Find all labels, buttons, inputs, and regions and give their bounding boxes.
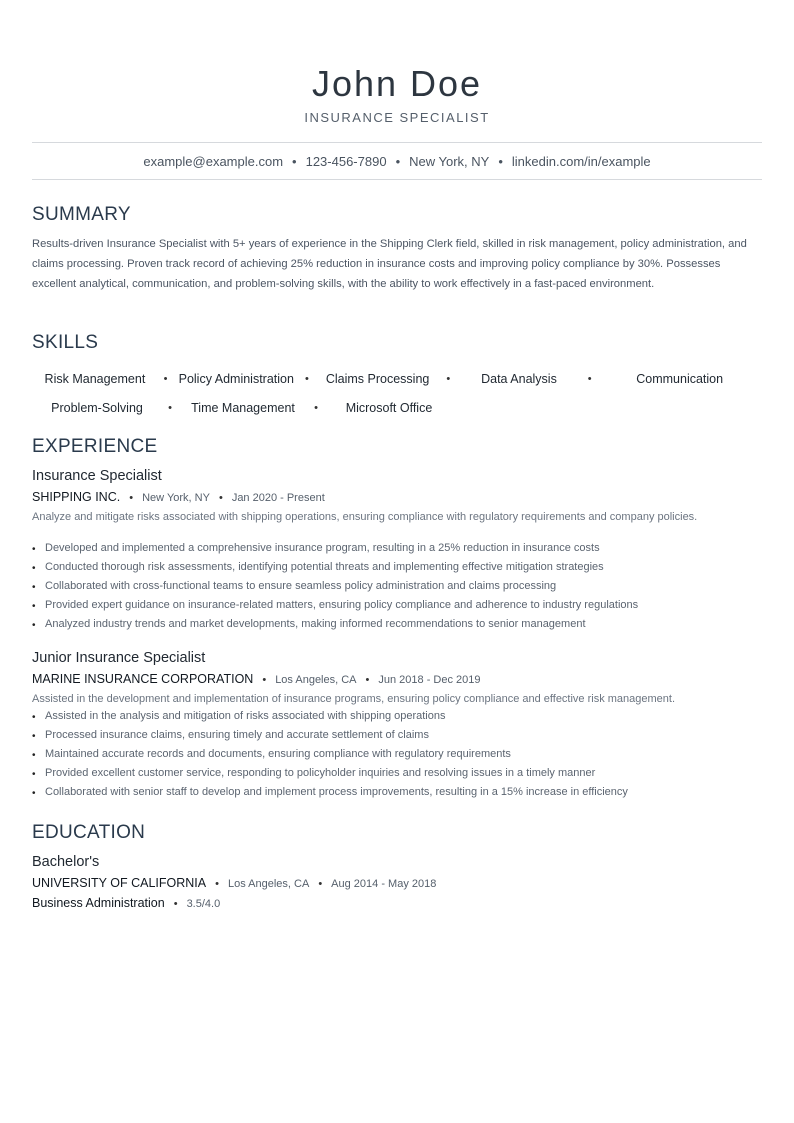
contact-location: New York, NY [409,153,490,169]
summary-text: Results-driven Insurance Specialist with 5+ years of experience in the Shipping Clerk field, skilled in risk management, policy administration, and claims processing. Proven track record of achieving 25% reduction in insurance costs and improving policy compliance by 30%. Possesses excellent analytical, communication, and problem-solving skills, with the ability to work effectively in a fast-paced environment. [32,238,747,290]
education-dates: Aug 2014 - May 2018 [331,878,437,890]
job-dates: Jun 2018 - Dec 2019 [378,674,481,686]
summary-heading: SUMMARY [32,204,131,225]
contact-separator: • [395,153,401,169]
contact-separator: • [292,153,297,169]
contact-bar [32,142,762,180]
job-achievements [32,707,762,802]
contact-phone[interactable]: 123-456-7890 [305,153,387,169]
education-meta [32,876,436,890]
job-location: New York, NY [142,492,210,504]
resume-header [0,60,794,128]
contact-linkedin[interactable]: linkedin.com/in/example [511,153,651,169]
candidate-name: John Doe [311,63,483,104]
skills-row-1 [32,363,762,395]
list-item: • Collaborated with cross-functional teams to ensure seamless policy administration and claims processing [32,577,762,596]
list-item: • Conducted thorough risk assessments, identifying potential threats and implementing effective mitigation strategies [32,558,762,577]
experience-heading: EXPERIENCE [32,436,158,457]
job-meta [32,672,481,686]
skill-item: Communication [636,372,724,386]
skill-item: Claims Processing [325,372,430,386]
field-of-study: Business Administration [32,896,165,910]
degree-title: Bachelor's [32,854,100,870]
job-achievements [32,539,762,634]
list-item: • Assisted in the analysis and mitigation of risks associated with shipping operations [32,707,762,726]
contact-email[interactable]: example@example.com [143,153,284,169]
job-description: Analyze and mitigate risks associated with shipping operations, ensuring compliance with regulatory requirements and company policies. [32,511,698,523]
list-item: • Processed insurance claims, ensuring timely and accurate settlement of claims [32,726,762,745]
meta-separator: • [218,492,223,504]
meta-separator: • [262,674,267,686]
skill-item: Problem-Solving [51,401,143,415]
skill-separator: • [305,373,309,385]
meta-separator: • [173,898,178,910]
list-item: • Analyzed industry trends and market developments, making informed recommendations to senior management [32,615,762,634]
gpa: 3.5/4.0 [186,898,221,910]
job-meta [32,490,325,504]
skill-item: Time Management [191,401,295,415]
company-name: MARINE INSURANCE CORPORATION [32,672,254,686]
skill-separator: • [163,373,168,385]
skill-separator: • [446,373,451,385]
meta-separator: • [365,674,370,686]
meta-separator: • [215,878,219,890]
skill-item: Risk Management [44,372,146,386]
education-field-line [32,896,220,910]
education-heading: EDUCATION [32,822,146,843]
job-location: Los Angeles, CA [275,674,357,686]
list-item: • Provided expert guidance on insurance-related matters, ensuring policy compliance and adherence to industry regulations [32,596,762,615]
skill-item: Policy Administration [178,372,294,386]
skills-heading: SKILLS [32,332,99,353]
list-item: • Collaborated with senior staff to develop and implement process improvements, resulting in a 15% increase in efficiency [32,783,762,802]
list-item: • Maintained accurate records and documents, ensuring compliance with regulatory requirements [32,745,762,764]
skill-separator: • [168,402,172,414]
skill-item: Microsoft Office [345,401,433,415]
job-description: Assisted in the development and implementation of insurance programs, ensuring policy compliance and effective risk management. [32,693,676,705]
job-dates: Jan 2020 - Present [231,492,325,504]
meta-separator: • [129,492,134,504]
contact-separator: • [498,153,503,169]
list-item: • Developed and implemented a comprehensive insurance program, resulting in a 25% reduction in insurance costs [32,539,762,558]
skill-separator: • [314,402,318,414]
school-location: Los Angeles, CA [227,878,310,890]
job-title: Insurance Specialist [32,468,162,484]
job-title: Junior Insurance Specialist [32,650,206,666]
school-name: UNIVERSITY OF CALIFORNIA [32,876,207,890]
candidate-title: INSURANCE SPECIALIST [304,110,490,125]
skill-separator: • [587,373,592,385]
company-name: SHIPPING INC. [32,490,121,504]
skills-row-2 [32,399,762,417]
list-item: • Provided excellent customer service, responding to policyholder inquiries and resolving issues in a timely manner [32,764,762,783]
meta-separator: • [318,878,323,890]
skill-item: Data Analysis [481,372,557,386]
